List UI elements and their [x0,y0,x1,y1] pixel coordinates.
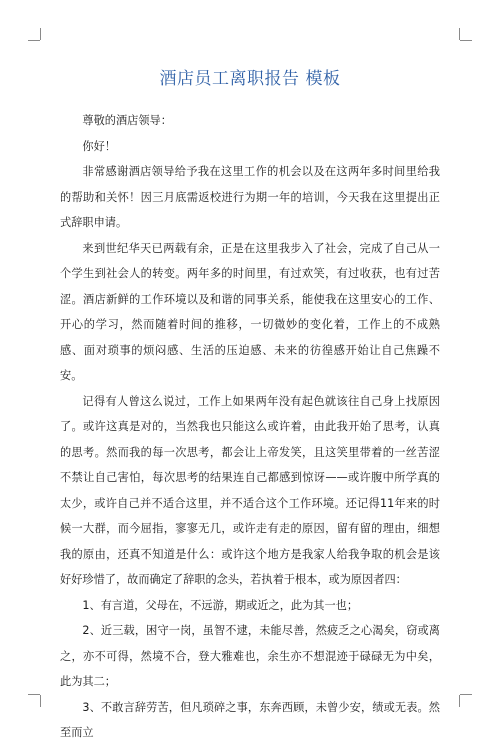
document-body [60,108,440,746]
paragraph-reflection: 记得有人曾这么说过，工作上如果两年没有起色就该往自己身上找原因了。或许这真是对的，当然我也只能这么或许着，由此我开始了思考，认真的思考。然而我的每一次思考，都会让上帝发笑，且这笑里带着的一丝苦涩不禁让自己害怕，每次思考的结果连自己都感到惊讶——或许腹中所学真的太少，或许自己并不适合这里，并不适合这个工作环境。还记得11年来的时候一大群，而今屈指，寥寥无几，或许走有走的原因，留有留的理由，细想我的原由，还真不知道是什么：或许这个地方是我家人给我争取的机会是该好好珍惜了，故而确定了辞职的念头，若执着于根本，或为原因者四： [60,394,440,586]
crop-mark-bottom-left-v [40,695,41,707]
crop-mark-bottom-right-v [459,695,460,707]
greeting: 你好！ [82,139,116,153]
crop-mark-top-right-v [459,28,460,40]
paragraph-experience: 来到世纪华天已两载有余，正是在这里我步入了社会，完成了自己从一个学生到社会人的转变。两年多的时间里，有过欢笑，有过收获，也有过苦涩。酒店新鲜的工作环境以及和谐的同事关系，能使我在这里安心的工作、开心的学习，然而随着时间的推移，一切微妙的变化着，工作上的不成熟感、面对琐事的烦闷感、生活的压迫感、未来的彷徨感开始让自己焦躁不安。 [60,241,440,382]
crop-mark-bottom-left-h [28,694,40,695]
salutation: 尊敬的酒店领导： [82,114,172,127]
crop-mark-top-left-v [40,28,41,40]
crop-mark-top-right-h [460,40,472,41]
crop-mark-top-left-h [28,40,40,41]
reason-item-2: 2、近三载，困守一岗，虽智不逮，未能尽善，然疲乏之心渴矣，窃或离之，亦不可得，然境不合，登大雅难也，余生亦不想混迹于碌碌无为中矣，此为其二； [60,624,440,688]
crop-mark-bottom-right-h [460,694,472,695]
reason-item-1: 1、有言道，父母在，不远游，期或近之，此为其一也； [82,598,359,612]
paragraph-thanks: 非常感谢酒店领导给予我在这里工作的机会以及在这两年多时间里给我的帮助和关怀！因三月底需返校进行为期一年的培训，今天我在这里提出正式辞职申请。 [60,165,440,229]
reason-item-3: 3、不敢言辞劳苦，但凡琐碎之事，东奔西顾，未曾少安，绩或无表。然至而立 [60,700,440,739]
document-title: 酒店员工离职报告 模板 [159,69,341,89]
